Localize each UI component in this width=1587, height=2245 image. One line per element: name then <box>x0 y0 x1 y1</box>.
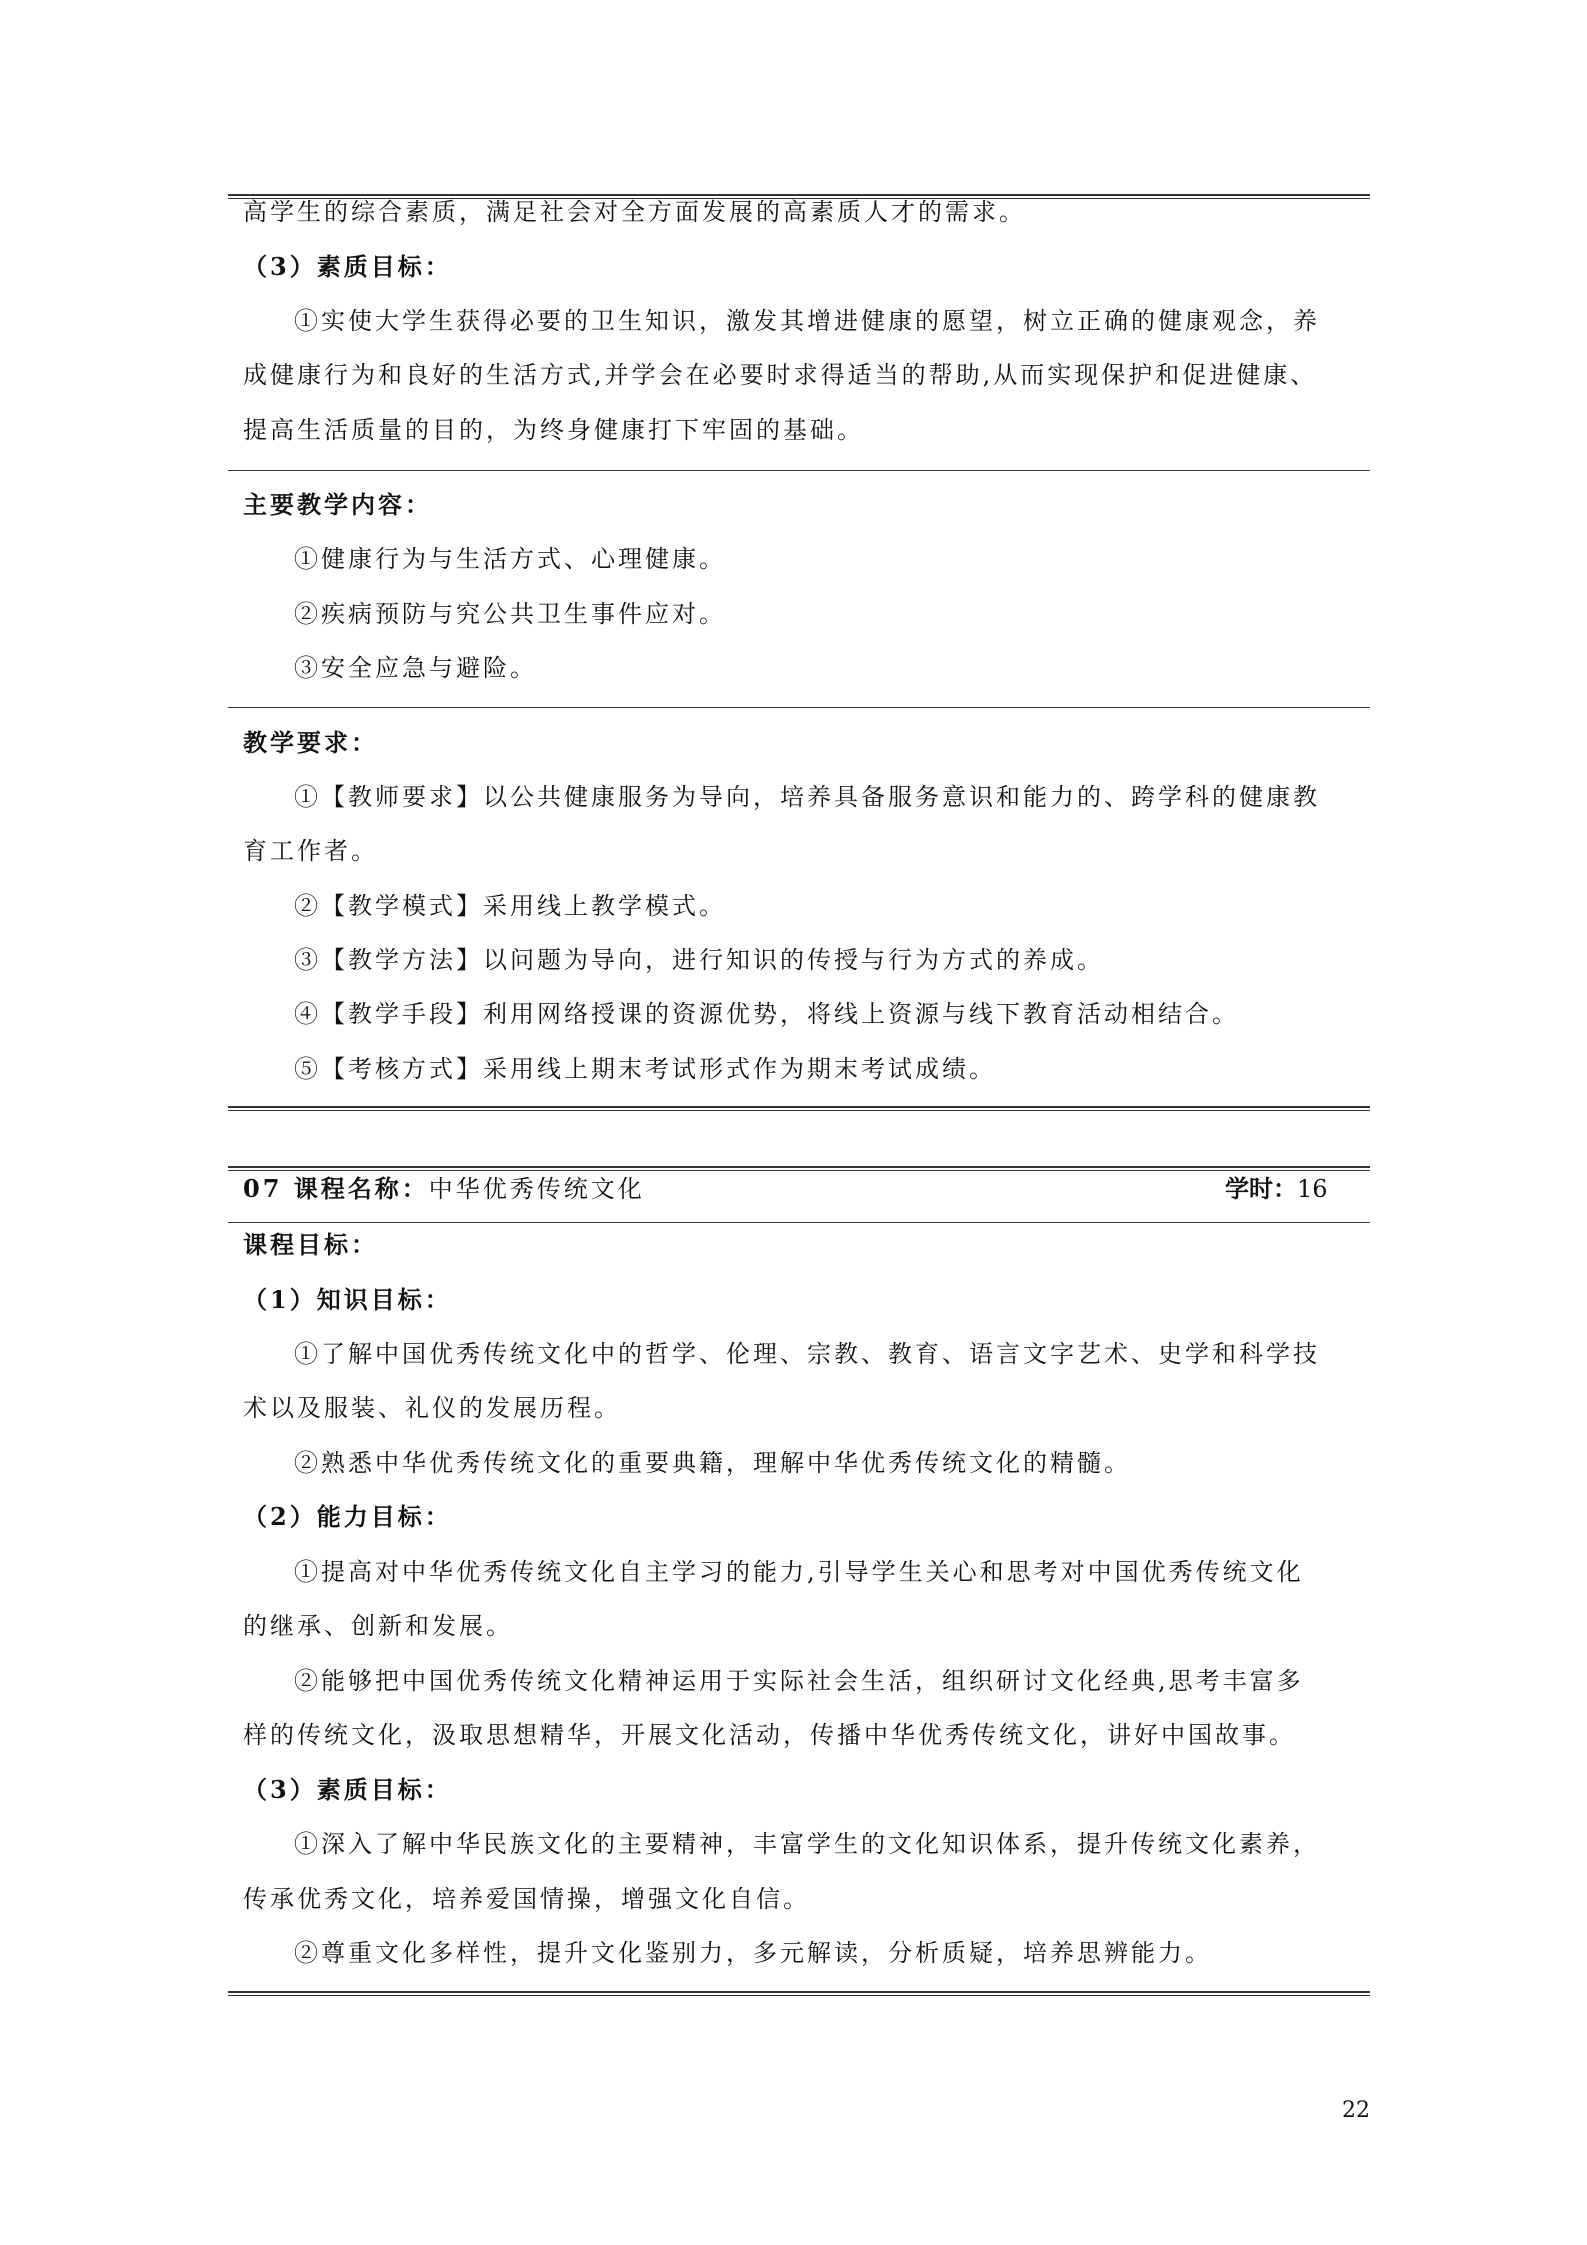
list-item: ③安全应急与避险。 <box>294 654 537 682</box>
section-divider <box>228 470 1370 471</box>
course-label: 07 课程名称： <box>243 1174 429 1203</box>
paragraph-line: ①实使大学生获得必要的卫生知识，激发其增进健康的愿望，树立正确的健康观念，养 <box>294 307 1320 335</box>
paragraph-line: 的继承、创新和发展。 <box>243 1612 513 1640</box>
paragraph-line: 传承优秀文化，培养爱国情操，增强文化自信。 <box>243 1885 810 1913</box>
course-goal-heading: 课程目标： <box>243 1230 378 1259</box>
paragraph-line: 育工作者。 <box>243 837 378 865</box>
hours-field <box>1225 1172 1328 1206</box>
paragraph-line: ①了解中国优秀传统文化中的哲学、伦理、宗教、教育、语言文字艺术、史学和科学技 <box>294 1340 1320 1368</box>
section-divider <box>228 707 1370 708</box>
list-item: ①健康行为与生活方式、心理健康。 <box>294 545 726 573</box>
paragraph-line: 术以及服装、礼仪的发展历程。 <box>243 1394 621 1422</box>
quality-goal-heading: （3）素质目标： <box>243 252 452 281</box>
paragraph-line: 高学生的综合素质，满足社会对全方面发展的高素质人才的需求。 <box>243 198 1026 226</box>
table-top-rule <box>228 1166 1370 1171</box>
paragraph-line: 提高生活质量的目的，为终身健康打下牢固的基础。 <box>243 416 864 444</box>
paragraph-line: 成健康行为和良好的生活方式,并学会在必要时求得适当的帮助,从而实现保护和促进健康、 <box>243 361 1318 389</box>
section-divider <box>228 1222 1370 1223</box>
teaching-content-heading: 主要教学内容： <box>243 490 432 519</box>
paragraph-line: ①提高对中华优秀传统文化自主学习的能力,引导学生关心和思考对中国优秀传统文化 <box>294 1558 1304 1586</box>
hours-label: 学时： <box>1225 1174 1297 1203</box>
paragraph-line: ①深入了解中华民族文化的主要精神，丰富学生的文化知识体系，提升传统文化素养， <box>294 1830 1320 1858</box>
paragraph-line: ②尊重文化多样性，提升文化鉴别力，多元解读，分析质疑，培养思辨能力。 <box>294 1939 1212 1967</box>
list-item: ②疾病预防与究公共卫生事件应对。 <box>294 600 726 628</box>
paragraph-line: ②熟悉中华优秀传统文化的重要典籍，理解中华优秀传统文化的精髓。 <box>294 1449 1131 1477</box>
page-number: 22 <box>1342 2098 1370 2123</box>
quality-goal-heading: （3）素质目标： <box>243 1775 452 1804</box>
list-item: ④【教学手段】利用网络授课的资源优势，将线上资源与线下教育活动相结合。 <box>294 1000 1239 1028</box>
table-bottom-rule <box>228 1106 1370 1111</box>
teaching-requirements-heading: 教学要求： <box>243 728 378 757</box>
course-title-row <box>243 1172 645 1206</box>
paragraph-line: 样的传统文化，汲取思想精华，开展文化活动，传播中华优秀传统文化，讲好中国故事。 <box>243 1721 1296 1749</box>
list-item: ⑤【考核方式】采用线上期末考试形式作为期末考试成绩。 <box>294 1055 996 1083</box>
knowledge-goal-heading: （1）知识目标： <box>243 1285 452 1314</box>
course-name: 中华优秀传统文化 <box>428 1175 645 1203</box>
paragraph-line: ①【教师要求】以公共健康服务为导向，培养具备服务意识和能力的、跨学科的健康教 <box>294 783 1320 811</box>
hours-value: 16 <box>1297 1175 1328 1203</box>
paragraph-line: ②能够把中国优秀传统文化精神运用于实际社会生活，组织研讨文化经典,思考丰富多 <box>294 1667 1304 1695</box>
ability-goal-heading: （2）能力目标： <box>243 1502 452 1531</box>
list-item: ③【教学方法】以问题为导向，进行知识的传授与行为方式的养成。 <box>294 946 1104 974</box>
list-item: ②【教学模式】采用线上教学模式。 <box>294 892 726 920</box>
table-bottom-rule <box>228 1991 1370 1996</box>
